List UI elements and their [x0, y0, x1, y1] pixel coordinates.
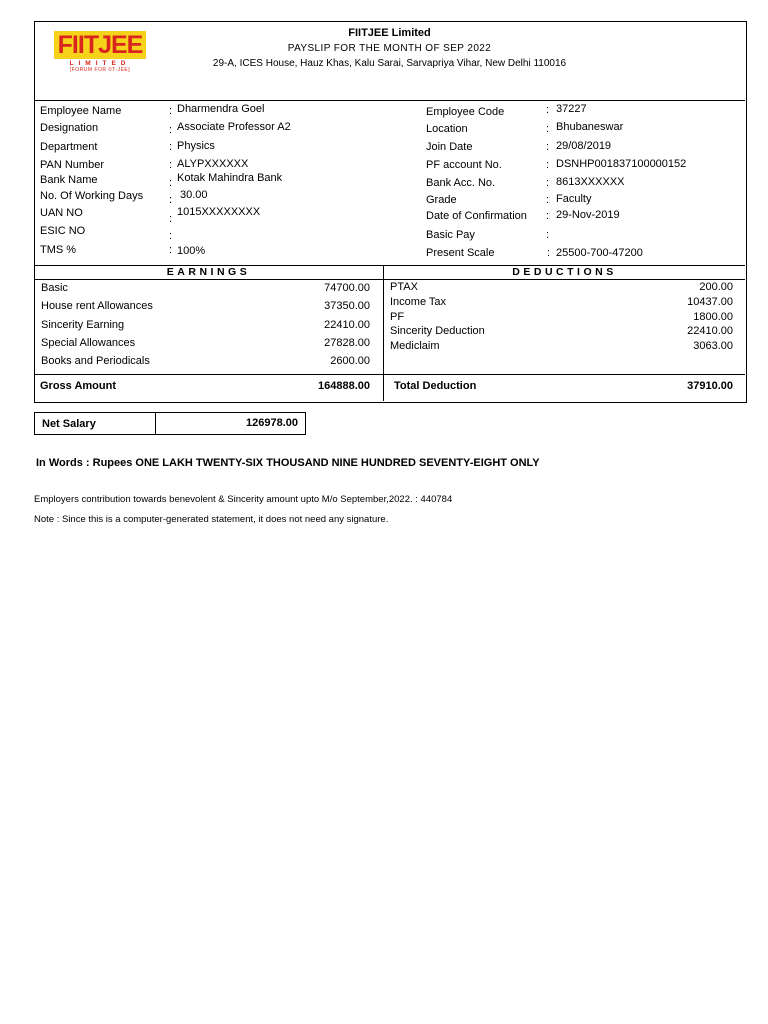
employer-contribution-note: Employers contribution towards benevolent & Sincerity amount upto M/o September,2022. : 440784 [34, 494, 453, 505]
colon: : [546, 210, 550, 222]
earning-amount-hra: 37350.00 [324, 300, 370, 312]
totals-divider [34, 374, 745, 375]
earning-amount-basic: 74700.00 [324, 282, 370, 294]
net-salary-label: Net Salary [42, 418, 96, 430]
deductions-heading: DEDUCTIONS [512, 266, 617, 278]
grade-value: Faculty [556, 193, 592, 205]
employee-code-value: 37227 [556, 103, 587, 115]
logo-tagline: [FORUM FOR IIT-JEE] [69, 67, 131, 73]
net-salary-divider [155, 413, 156, 434]
tms-label: TMS % [40, 244, 77, 256]
join-date-value: 29/08/2019 [556, 140, 612, 152]
deduction-label-sincerity: Sincerity Deduction [390, 325, 485, 337]
location-value: Bhubaneswar [556, 121, 624, 133]
earning-label-books: Books and Periodicals [41, 355, 150, 367]
deduction-amount-sincerity: 22410.00 [687, 325, 733, 337]
colon: : [169, 159, 173, 171]
pan-number-label: PAN Number [40, 159, 104, 171]
present-scale-value: 25500-700-47200 [556, 247, 643, 259]
gross-amount-value: 164888.00 [318, 380, 370, 392]
employee-name-value: Dharmendra Goel [177, 103, 265, 115]
net-salary-value: 126978.00 [246, 417, 298, 429]
earnings-heading: EARNINGS [166, 266, 251, 278]
colon: : [169, 244, 173, 256]
deduction-amount-ptax: 200.00 [699, 281, 733, 293]
basic-pay-label: Basic Pay [426, 229, 475, 241]
total-deduction-value: 37910.00 [687, 380, 733, 392]
bank-name-label: Bank Name [40, 174, 98, 186]
colon: : [546, 177, 550, 189]
bank-account-label: Bank Acc. No. [426, 177, 496, 189]
colon: : [169, 141, 173, 153]
earning-label-hra: House rent Allowances [41, 300, 153, 312]
grade-label: Grade [426, 194, 457, 206]
esic-no-label: ESIC NO [40, 225, 86, 237]
confirmation-date-value: 29-Nov-2019 [556, 209, 620, 221]
company-address: 29-A, ICES House, Hauz Khas, Kalu Sarai, Sarvapriya Vihar, New Delhi 110016 [212, 58, 567, 69]
uan-no-value: 1015XXXXXXXX [177, 206, 261, 218]
pf-account-label: PF account No. [426, 159, 502, 171]
earning-label-basic: Basic [41, 282, 68, 294]
designation-value: Associate Professor A2 [177, 121, 291, 133]
colon: : [169, 177, 173, 189]
working-days-label: No. Of Working Days [40, 190, 144, 202]
header-divider [34, 100, 745, 101]
payslip-title: PAYSLIP FOR THE MONTH OF SEP 2022 [287, 43, 492, 54]
colon: : [169, 194, 173, 206]
confirmation-date-label: Date of Confirmation [426, 210, 527, 222]
employee-name-label: Employee Name [40, 105, 122, 117]
bank-name-value: Kotak Mahindra Bank [177, 172, 283, 184]
amount-in-words: In Words : Rupees ONE LAKH TWENTY-SIX THOUSAND NINE HUNDRED SEVENTY-EIGHT ONLY [36, 457, 540, 469]
present-scale-label: Present Scale [426, 247, 495, 259]
earning-amount-books: 2600.00 [330, 355, 370, 367]
deduction-label-income-tax: Income Tax [390, 296, 447, 308]
colon: : [169, 105, 173, 117]
earnings-deductions-divider [383, 265, 384, 401]
gross-amount-label: Gross Amount [40, 380, 116, 392]
tms-value: 100% [177, 245, 206, 257]
colon: : [169, 213, 173, 225]
bank-account-value: 8613XXXXXX [556, 176, 625, 188]
headings-divider [34, 279, 745, 280]
earning-label-sincerity: Sincerity Earning [41, 319, 125, 331]
uan-no-label: UAN NO [40, 207, 83, 219]
earning-amount-sincerity: 22410.00 [324, 319, 370, 331]
join-date-label: Join Date [426, 141, 473, 153]
colon: : [169, 230, 173, 242]
logo-subtext: LIMITED [69, 60, 131, 67]
colon: : [546, 194, 550, 206]
company-name: FIITJEE Limited [348, 27, 431, 39]
designation-label: Designation [40, 122, 99, 134]
deduction-amount-pf: 1800.00 [693, 311, 733, 323]
deduction-label-mediclaim: Mediclaim [390, 340, 440, 352]
logo-text: FIITJEE [57, 31, 143, 59]
colon: : [546, 229, 550, 241]
department-label: Department [40, 141, 98, 153]
location-label: Location [426, 123, 468, 135]
employee-code-label: Employee Code [426, 106, 505, 118]
pan-number-value: ALYPXXXXXX [177, 158, 249, 170]
colon: : [546, 159, 550, 171]
colon: : [546, 104, 550, 116]
pf-account-value: DSNHP001837100000152 [556, 158, 687, 170]
colon: : [547, 247, 551, 259]
deduction-label-pf: PF [390, 311, 405, 323]
working-days-value: 30.00 [180, 189, 208, 201]
earning-amount-special: 27828.00 [324, 337, 370, 349]
total-deduction-label: Total Deduction [394, 380, 477, 392]
signature-note: Note : Since this is a computer-generated statement, it does not need any signature. [34, 514, 389, 525]
colon: : [169, 124, 173, 136]
deduction-amount-income-tax: 10437.00 [687, 296, 733, 308]
net-salary-box [34, 412, 306, 435]
deduction-label-ptax: PTAX [390, 281, 418, 293]
department-value: Physics [177, 140, 215, 152]
earning-label-special: Special Allowances [41, 337, 136, 349]
deduction-amount-mediclaim: 3063.00 [693, 340, 733, 352]
colon: : [546, 141, 550, 153]
colon: : [546, 123, 550, 135]
